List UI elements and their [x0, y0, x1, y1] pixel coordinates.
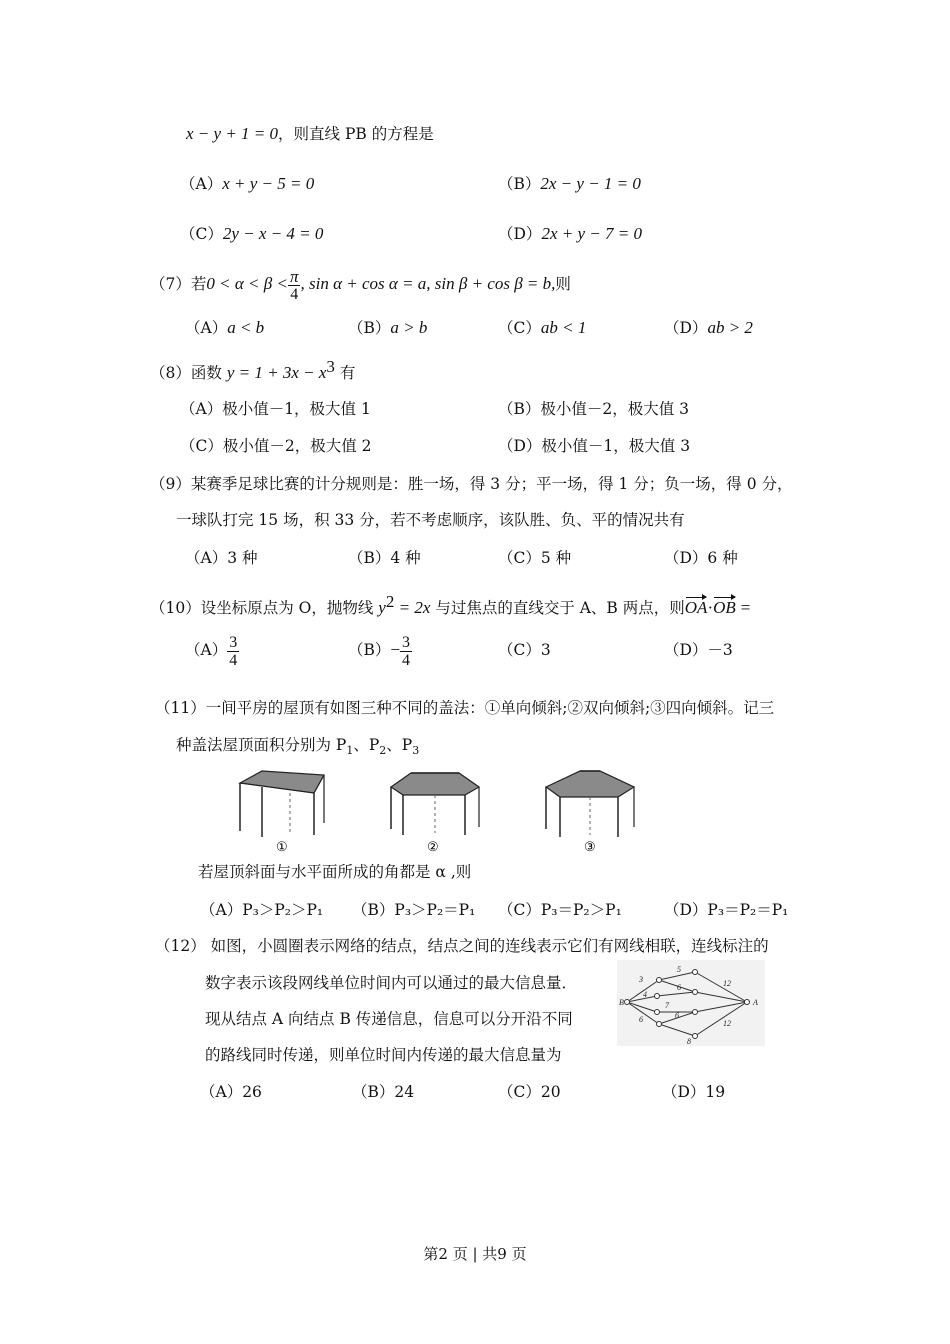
q7-option-c: （C）ab < 1 — [498, 318, 587, 337]
q7-option-a: （A）a < b — [185, 318, 265, 337]
q12-line-2: 数字表示该段网线单位时间内可以通过的最大信息量． — [205, 974, 578, 992]
q12-option-c: （C）20 — [498, 1083, 561, 1101]
q9-option-d: （D）6 种 — [664, 549, 738, 567]
edge-label: 6 — [639, 1015, 643, 1024]
node-a-label: A — [753, 998, 758, 1007]
edge-label: 6 — [677, 983, 681, 992]
q9-option-c: （C）5 种 — [498, 549, 572, 567]
roof-label-2: ② — [427, 840, 439, 855]
node-b-label: B — [619, 998, 624, 1007]
q11-line-2: 种盖法屋顶面积分别为 $P_1$、$P_2$、$P_3$ — [176, 736, 420, 758]
q11-line-3: 若屋顶斜面与水平面所成的角都是 α ,则 — [198, 863, 472, 881]
q11-option-b: （B）P₃＞P₂＝P₁ — [352, 901, 476, 919]
roof-figure-2 — [385, 765, 485, 855]
q8-stem: （8）函数 $y = 1 + 3x - x^3$ 有 — [150, 357, 356, 383]
q7-fraction: $\frac{\pi}{4}$ — [289, 266, 299, 303]
q6-option-c: （C）2y − x − 4 = 0 — [180, 224, 324, 243]
edge-label: 12 — [723, 1019, 731, 1028]
q10-option-c: （C）3 — [498, 641, 551, 659]
q12-line-1: （12） 如图，小圆圈表示网络的结点，结点之间的连线表示它们有网线相联，连线标注的 — [155, 937, 769, 955]
edge-label: 4 — [643, 990, 647, 999]
q9-option-b: （B）4 种 — [348, 549, 421, 567]
q9-line-1: （9）某赛季足球比赛的计分规则是：胜一场，得 3 分；平一场，得 1 分；负一场，得 0 分， — [150, 475, 793, 493]
roof-label-1: ① — [276, 840, 288, 855]
edge-label: 6 — [675, 1011, 679, 1020]
q12-option-b: （B）24 — [352, 1083, 415, 1101]
q12-option-a: （A）26 — [200, 1083, 262, 1101]
q10-option-d: （D）－3 — [664, 641, 733, 659]
q8-option-c: （C）极小值－2，极大值 2 — [180, 437, 372, 455]
edge-label: 3 — [639, 975, 643, 984]
network-diagram — [617, 960, 765, 1046]
q11-option-d: （D）P₃＝P₂＝P₁ — [664, 901, 789, 919]
vector-oa: OA — [684, 598, 708, 618]
q10-option-a: （A） $\frac{3}{4}$ — [185, 633, 238, 669]
roof-figure-1 — [232, 765, 332, 855]
roof-label-3: ③ — [584, 840, 596, 855]
q9-line-2: 一球队打完 15 场，积 33 分，若不考虑顺序，该队胜、负、平的情况共有 — [176, 511, 685, 529]
q6-option-d: （D）2x + y − 7 = 0 — [498, 224, 642, 243]
q10-option-b: （B）− $\frac{3}{4}$ — [348, 633, 410, 669]
q8-option-b: （B）极小值－2，极大值 3 — [498, 400, 690, 418]
q11-line-1: （11）一间平房的屋顶有如图三种不同的盖法：①单向倾斜;②双向倾斜;③四向倾斜。记三 — [155, 699, 775, 717]
vector-ob: OB — [713, 598, 736, 618]
edge-label: 7 — [665, 1001, 669, 1010]
q8-option-a: （A）极小值－1，极大值 1 — [180, 400, 371, 418]
edge-label: 5 — [677, 965, 681, 974]
q7-stem: （7）若0 < α < β < $\frac{\pi}{4}$ , sin α + cos α = a, sin β + cos β = b,则 — [150, 266, 571, 303]
q12-line-3: 现从结点 A 向结点 B 传递信息，信息可以分开沿不同 — [205, 1010, 573, 1028]
q6-option-a: （A）x + y − 5 = 0 — [180, 174, 315, 193]
q6-continuation: x − y + 1 = 0，则直线 PB 的方程是 — [186, 124, 434, 143]
page-footer: 第2 页 | 共9 页 — [423, 1245, 527, 1263]
q7-option-b: （B）a > b — [348, 318, 428, 337]
q11-option-c: （C）P₃＝P₂＞P₁ — [498, 901, 622, 919]
roof-figure-3 — [540, 765, 640, 855]
q12-line-4: 的路线同时传递，则单位时间内传递的最大信息量为 — [205, 1046, 562, 1064]
q6-equation: x − y + 1 = 0 — [186, 124, 279, 143]
q12-option-d: （D）19 — [662, 1083, 726, 1101]
q8-option-d: （D）极小值－1，极大值 3 — [498, 437, 691, 455]
q10-stem: （10）设坐标原点为 O，抛物线 $y^2 = 2x$ 与过焦点的直线交于 A、B 两点，则OA·OB = — [150, 592, 751, 618]
q11-option-a: （A）P₃＞P₂＞P₁ — [200, 901, 324, 919]
q6-option-b: （B）2x − y − 1 = 0 — [498, 174, 641, 193]
q7-option-d: （D）ab > 2 — [664, 318, 753, 337]
edge-label: 8 — [687, 1037, 691, 1046]
edge-label: 12 — [723, 979, 731, 988]
q9-option-a: （A）3 种 — [185, 549, 258, 567]
